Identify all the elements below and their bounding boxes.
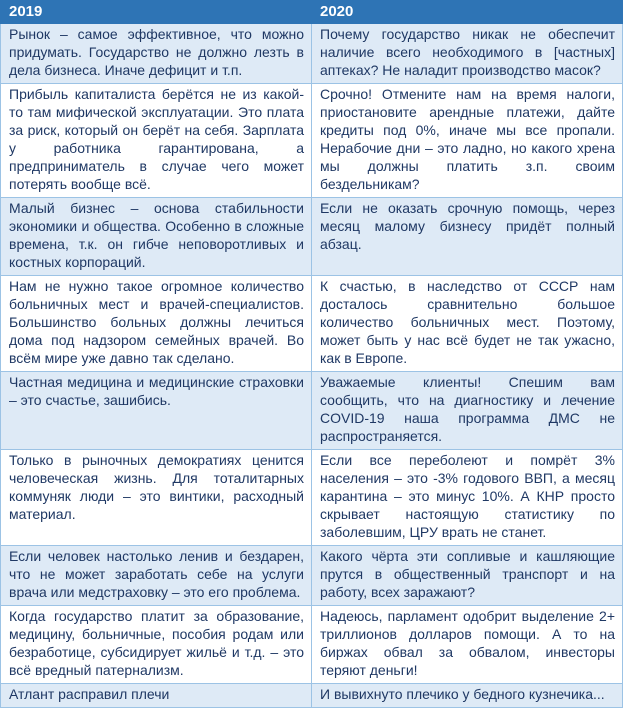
table-row xyxy=(1,450,623,546)
table-row xyxy=(1,24,623,84)
table-row xyxy=(1,684,623,708)
table-row xyxy=(1,84,623,198)
cell-2020: Если все переболеют и помрёт 3% населения – это -3% годового ВВП, а месяц карантина – это минус 10%. А КНР просто скрывает настоящую статистику по заболевшим, ЦРУ врать не станет. xyxy=(312,450,623,546)
cell-2019: Малый бизнес – основа стабильности экономики и общества. Особенно в сложные времена, т.к. он гибче неповоротливых и костных корпораций. xyxy=(1,198,312,276)
cell-2020: И вывихнуто плечико у бедного кузнечика... xyxy=(312,684,623,708)
table-header-row xyxy=(1,1,623,24)
cell-2020: К счастью, в наследство от СССР нам досталось сравнительно большое количество больничных мест. Поэтому, может быть у нас всё будет не так ужасно, как в Европе. xyxy=(312,276,623,372)
cell-2019: Частная медицина и медицинские страховки – это счастье, зашибись. xyxy=(1,372,312,450)
column-header-2020: 2020 xyxy=(312,1,623,24)
cell-2019: Только в рыночных демократиях ценится человеческая жизнь. Для тоталитарных коммуняк люди – это винтики, расходный материал. xyxy=(1,450,312,546)
cell-2020: Надеюсь, парламент одобрит выделение 2+ триллионов долларов помощи. А то на биржах обвал за обвалом, инвесторы теряют деньги! xyxy=(312,606,623,684)
cell-2020: Если не оказать срочную помощь, через месяц малому бизнесу придёт полный абзац. xyxy=(312,198,623,276)
cell-2019: Если человек настолько ленив и бездарен, что не может заработать себе на услуги врача или медстраховку – это его проблема. xyxy=(1,546,312,606)
cell-2020: Уважаемые клиенты! Спешим вам сообщить, что на диагностику и лечение COVID-19 наша программа ДМС не распространяется. xyxy=(312,372,623,450)
cell-2020: Почему государство никак не обеспечит наличие всего необходимого в [частных] аптеках? Не наладит производство масок? xyxy=(312,24,623,84)
table-row xyxy=(1,372,623,450)
table-row xyxy=(1,276,623,372)
table-row xyxy=(1,546,623,606)
cell-2019: Рынок – самое эффективное, что можно придумать. Государство не должно лезть в дела бизнеса. Иначе дефицит и т.п. xyxy=(1,24,312,84)
cell-2020: Какого чёрта эти сопливые и кашляющие прутся в общественный транспорт и на работу, всех заражают? xyxy=(312,546,623,606)
cell-2020: Срочно! Отмените нам на время налоги, приостановите арендные платежи, дайте кредиты под 0%, иначе мы все пропали. Нерабочие дни – это ладно, но какого хрена мы должны платить з.п. своим бездельникам? xyxy=(312,84,623,198)
cell-2019: Атлант расправил плечи xyxy=(1,684,312,708)
table-row xyxy=(1,198,623,276)
table-row xyxy=(1,606,623,684)
cell-2019: Прибыль капиталиста берётся не из какой-то там мифической эксплуатации. Это плата за риск, который он берёт на себя. Зарплата у работника гарантирована, а предприниматель в случае чего может потерять вообще всё. xyxy=(1,84,312,198)
cell-2019: Когда государство платит за образование, медицину, больничные, пособия родам или безработице, субсидирует жильё и т.д. – это всё вредный патернализм. xyxy=(1,606,312,684)
cell-2019: Нам не нужно такое огромное количество больничных мест и врачей-специалистов. Большинство больных должны лечиться дома под надзором семейных врачей. Во всём мире уже давно так сделано. xyxy=(1,276,312,372)
column-header-2019: 2019 xyxy=(1,1,312,24)
